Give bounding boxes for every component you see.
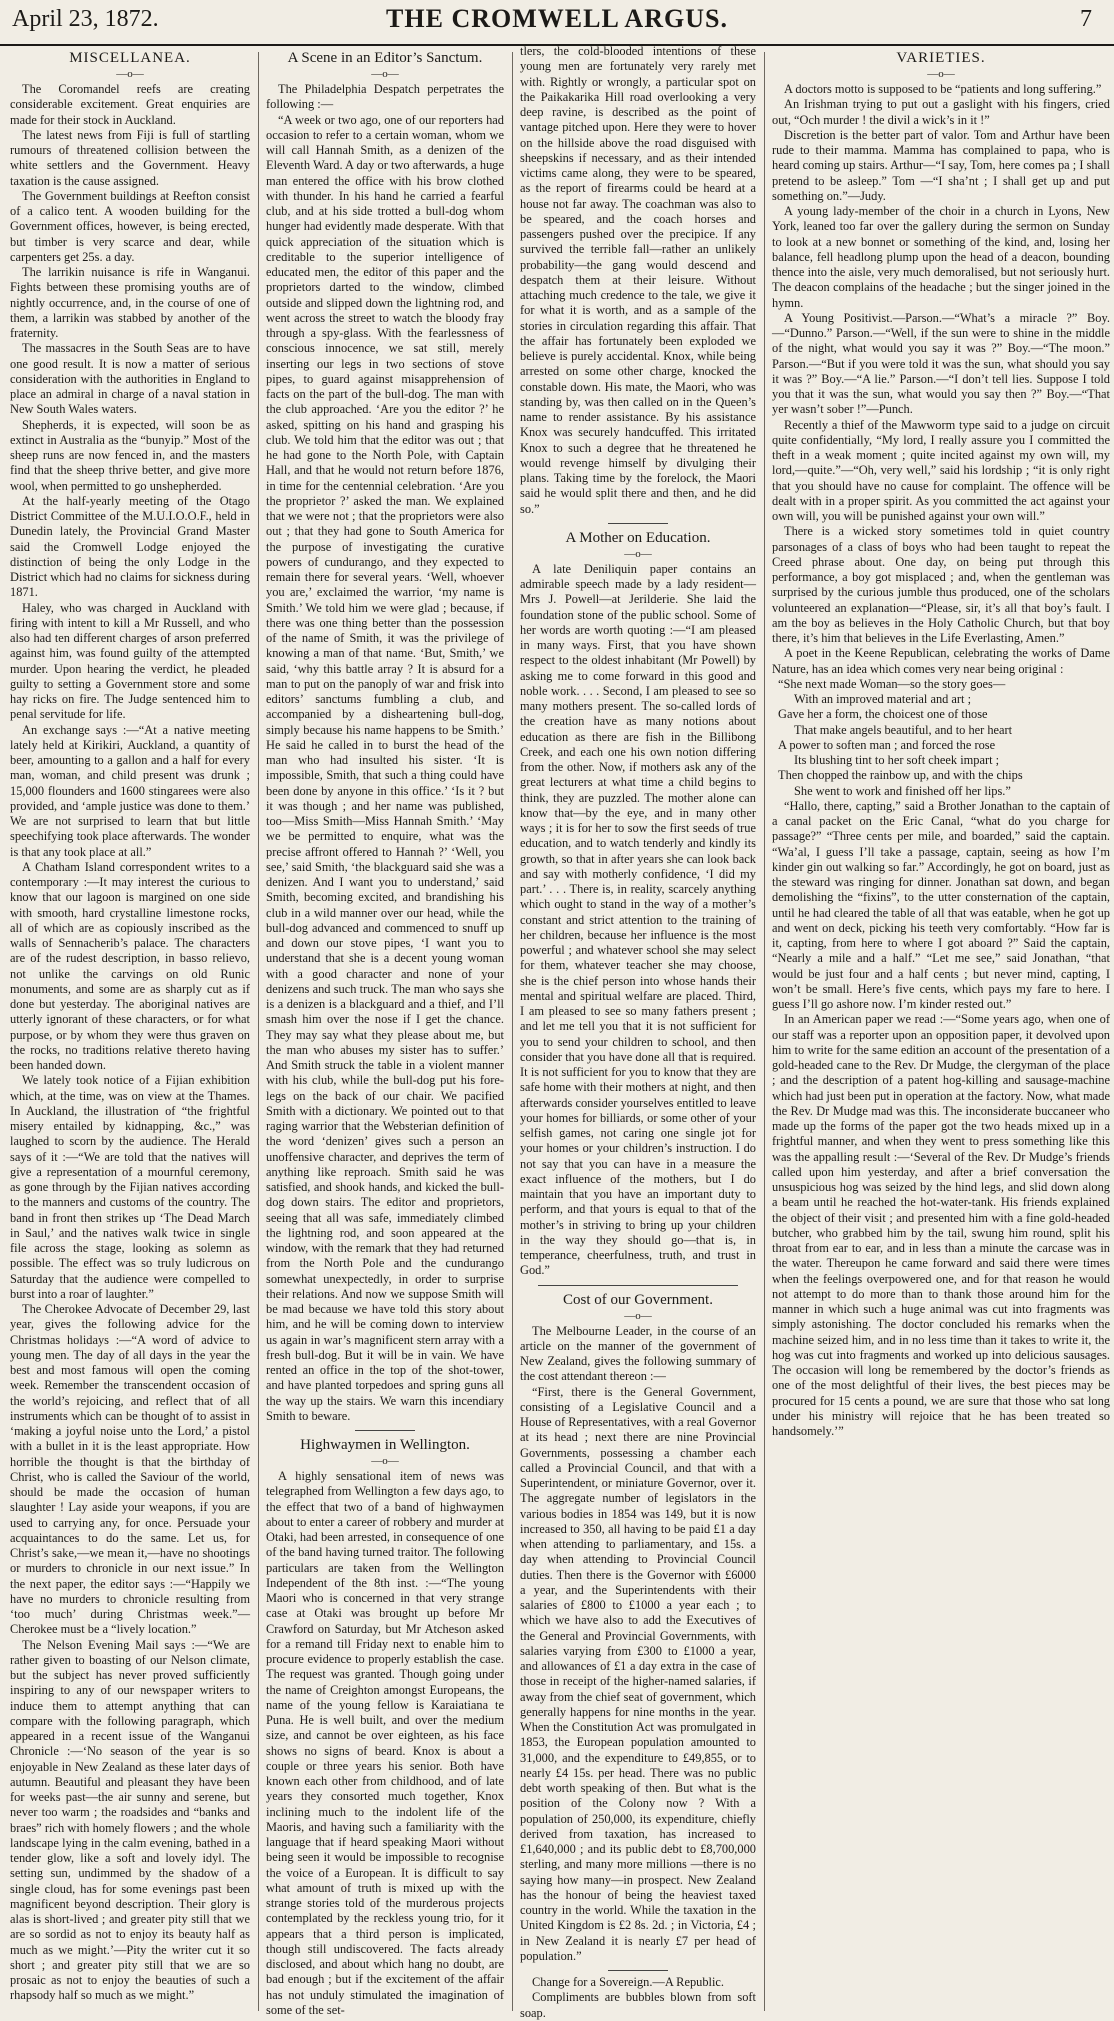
issue-date: April 23, 1872. (12, 6, 159, 32)
article-paragraph: Haley, who was charged in Auckland with firing with intent to kill a Mr Russell, and who also had ten different charges of arson preferred against him, was found guilty of the attempted murder. Upon hearing the verdict, he pleaded guilty to setting a Government store and some hay ricks on fire. The Judge sentenced him to penal servitude for life. (10, 600, 250, 722)
article-paragraph: The Melbourne Leader, in the course of an article on the manner of the government of New Zealand, gives the following summary of the cost attendant thereon :— (520, 1323, 756, 1384)
article-paragraph: “Hallo, there, capting,” said a Brother Jonathan to the captain of a canal packet on the Eric Canal, “what do you charge for passage?” “Three cents per mile, and boarded,” said the captain. “Wa’al, I guess I’ll take a passage, captain, seeing as how I’m kinder gin out walking so far.” Accordingly, he got on board, just as the steward was ringing for dinner. Jonathan sat down, and began demolishing the “fixins”, to the utter consternation of the captain, until he had cleared the table of all that was eatable, when he got up and went on deck, picking his teeth very comfortably. “How far is it, capting, from here to where I got aboard ?” Said the captain, “Nearly a mile and a half.” “Let me see,” said Jonathan, “that would be just four and a half cents ; but never mind, capting, I won’t be small. Here’s five cents, which pays my fare to here. I guess I’ll go ashore now. I’m kinder rested out.” (772, 798, 1110, 1011)
heading-ornament: —o— (624, 547, 652, 560)
poem-line: A power to soften man ; and forced the rose (778, 737, 996, 752)
article-heading: A Scene in an Editor’s Sanctum. (287, 50, 483, 66)
article-paragraph: The Cherokee Advocate of December 29, last year, gives the following advice for the Christmas holidays :—“A word of advice to young men. The day of all days in the year the best and most famous will open the coming week. Remember the transcendent occasion of the world’s rejoicing, and reflect that of all instruments which can be thought of to assist in ‘making a joyful noise unto the Lord,’ a pistol with a bullet in it is the least appropriate. How horrible the thought is that the birthday of Christ, who is called the Saviour of the world, should be made the occasion of human slaughter ! Lay aside your weapons, if you are used to carrying any, for once. Persuade your acquaintances to do the same. Let us, for Christ’s sake,—we mean it,—have no shootings or murders to chronicle in our next issue.” In the next paper, the editor says :—“Happily we have no murders to chronicle resulting from ‘too much’ during Christmas week.”—Cherokee must be a “lively location.” (10, 1302, 250, 1637)
poem-line: Then chopped the rainbow up, and with the chips (778, 768, 1023, 783)
heading-ornament: —o— (927, 68, 955, 80)
article-paragraph: Shepherds, it is expected, will soon be as extinct in Australia as the “bunyip.” Most of the sheep runs are now fenced in, and the masters find that the sheep thrive better, and give more wool, when permitted to go unshepherded. (10, 417, 250, 493)
article-paragraph: Change for a Sovereign.—A Republic. (532, 1975, 725, 1989)
article-divider (538, 1285, 738, 1286)
heading-ornament: —o— (371, 68, 399, 80)
section-heading: MISCELLANEA. (69, 50, 191, 66)
poem-line: With an improved material and art ; (794, 692, 972, 706)
page-number: 7 (1080, 6, 1092, 32)
poem-line: “She next made Woman—so the story goes— (778, 676, 1006, 691)
article-paragraph: A highly sensational item of news was telegraphed from Wellington a few days ago, to the effect that two of a band of highwaymen about to enter a career of robbery and murder at Otaki, had been arrested, in consequence of one of the band having turned traitor. The following particulars are taken from the Wellington Independent of the 8th inst. :—“The young Maori who is concerned in that very strange case at Otaki was brought up before Mr Crawford on Saturday, but Mr Atcheson asked for a remand till Friday next to enable him to procure evidence to properly establish the case. The request was granted. Though going under the name of Creighton amongst Europeans, the name of the young fellow is Karaiatiana te Puna. He is well built, and over the medium size, and cannot be over eighteen, as his face shows no signs of beard. Knox is about a couple or three years his senior. Both have known each other from childhood, and of late years they consorted much together, Knox inclining much to the indolent life of the Maoris, and having such a familiarity with the language that if heard speaking Maori without being seen it would be impossible to recognise the voice of a European. It is difficult to say what amount of truth is mixed up with the strange stories told of the murderous projects contemplated by the reckless young trio, for it appears that a third person is implicated, though still undiscovered. The facts already disclosed, and about which hang no doubt, are bad enough ; but if the excitement of the affair has not unduly stimulated the imagination of some of the set- (266, 1469, 504, 2017)
article-paragraph: A Chatham Island correspondent writes to a contemporary :—It may interest the curious to know that our lagoon is margined on one side with smooth, hard crystalline limestone rocks, all of which are as copiously inscribed as the walls of Sennacherib’s palace. The characters are of the rudest description, in basso relievo, not unlike the carvings on old Runic monuments, and some are as sharply cut as if done but yesterday. The aboriginal natives are utterly ignorant of these characters, or for what purpose, or by whom they were thus graven on the rocks, no traditions relative thereto having been handed down. (10, 859, 250, 1072)
poem-line: She went to work and finished off her lips.” (794, 783, 1011, 798)
column-education (520, 44, 756, 2020)
article-paragraph: The Philadelphia Despatch perpetrates the following :— (266, 82, 504, 112)
section-heading: VARIETIES. (896, 50, 986, 66)
article-paragraph: Recently a thief of the Mawworm type said to a judge on circuit quite confidentially, “My lord, I really assure you I committed the theft in a weak moment ; quite incited against my own will, my lord,—quite.”—“Oh, very well,” said his lordship ; “it is only right that you should have no cause for complaint. The offence will be dealt with in a proper spirit. As you committed the act against your own will, you will be punished against your own will.” (772, 417, 1110, 523)
article-paragraph: Discretion is the better part of valor. Tom and Arthur have been rude to their mamma. Mamma has complained to papa, who is heard coming up stairs. Arthur—“I say, Tom, here comes pa ; I shall pretend to be asleep.” Tom —“I sha’nt ; I shall get up and put something on.”—Judy. (772, 127, 1110, 203)
article-paragraph: A poet in the Keene Republican, celebrating the works of Dame Nature, has an idea which comes very near being original : (772, 646, 1110, 676)
article-paragraph: The massacres in the South Seas are to have one good result. It is now a matter of serious consideration with the authorities in England to place an admiral in charge of a naval station in New South Wales waters. (10, 341, 250, 417)
column-rule (258, 52, 259, 2011)
newspaper-title: THE CROMWELL ARGUS. (386, 4, 728, 33)
article-paragraph: An Irishman trying to put out a gaslight with his fingers, cried out, “Och murder ! the divil a wick’s in it !” (772, 97, 1110, 127)
column-rule (512, 52, 513, 2011)
article-paragraph: tlers, the cold-blooded intentions of these young men are fortunately very rarely met with. Rightly or wrongly, a particular spot on the Paikakarika Hill road overlooking a very deep ravine, is described as the point of vantage pitched upon. Here they were to hover on the hillside above the road disguised with sheepskins if necessary, and as their intended victims came along, they were to be speared, as the report of firearms could be heard at a house not far away. The coachman was also to be speared, and the coach horses and passengers pushed over the precipice. If any survived the terrible fall—rather an unlikely probability—the gang would descend and despatch them at their leisure. Without attaching much credence to the tale, we give it for what it is worth, and as a sample of the stories in circulation regarding this affair. That the affair has fortunately been exploded we believe is purely accidental. Knox, while being arrested on some other charge, knocked the constable down. His mate, the Maori, who was standing by, was then called on in the Queen’s name to render assistance. By his assistance Knox was securely handcuffed. This irritated Knox to such a degree that he threatened he would revenge himself by divulging their plans. Taking time by the forelock, the Maori said he would split there and then, and he did so.” (520, 44, 756, 516)
column-miscellanea (10, 44, 250, 2011)
heading-ornament: —o— (624, 1309, 652, 1322)
article-paragraph: The Nelson Evening Mail says :—“We are rather given to boasting of our Nelson climate, but the subject has never proved sufficiently inspiring to any of our newspaper writers to induce them to attempt anything that can compare with the following paragraph, which appeared in a recent issue of the Wanganui Chronicle :—‘No season of the year is so enjoyable in New Zealand as these later days of autumn. Beautiful and pleasant they have been for weeks past—the air sunny and serene, but never too warm ; the roadsides and “banks and braes” rich with homely flowers ; and the whole landscape lying in the calm evening, bathed in a tender glow, like a soft and lovely idyl. The setting sun, undimmed by the shadow of a single cloud, has for some evenings past been magnificent beyond description. Their glory is alas is short-lived ; and greater pity still that we are so sordid as not to enjoy its beauty half as much as we might.’—Pity the writer cut it so short ; and greater pity still that we are so prosaic as not to enjoy the beauties of such a rhapsody half so much as we might.” (10, 1637, 250, 2003)
column-varieties (772, 44, 1110, 2011)
article-paragraph: An exchange says :—“At a native meeting lately held at Kirikiri, Auckland, a quantity of beer, amounting to a gallon and a half for every man, woman, and child present was drunk ; 15,000 flounders and 1600 stingarees were also provided, and ‘ample justice was done to them.’ We are not surprised to learn that but little speechifying took place afterwards. The wonder is that any took place at all.” (10, 722, 250, 859)
article-divider (608, 523, 668, 524)
column-editor-sanctum (266, 44, 504, 2017)
article-heading: Highwaymen in Wellington. (300, 1437, 470, 1453)
article-paragraph: Compliments are bubbles blown from soft soap. (520, 1990, 756, 2020)
article-paragraph: The latest news from Fiji is full of startling rumours of threatened collision between the white settlers and the Government. Heavy taxation is the cause assigned. (10, 127, 250, 188)
article-paragraph: “A week or two ago, one of our reporters had occasion to refer to a certain woman, whom we will call Hannah Smith, as a denizen of the Eleventh Ward. A day or two afterwards, a huge man entered the office with his brow clothed with thunder. In his hand he carried a fearful club, and at his side trotted a bull-dog whom hunger had evidently made desperate. With that quick appreciation of the situation which is creditable to the superior intelligence of educated men, the editor of this paper and the proprietors darted to the window, climbed outside and slipped down the lightning rod, and went across the street to watch the bloody fray through a spy-glass. With the fearlessness of conscious innocence, we sat still, merely inserting our legs in two sections of stove pipes, to guard against misapprehension of facts on the part of the bull-dog. The man with the club approached. ‘Are you the editor ?’ he asked, spitting on his hand and grasping his club. We told him that the editor was out ; that he had gone to the North Pole, with Captain Hall, and that he would not return before 1876, in time for the centennial celebration. ‘Are you the proprietor ?’ asked the man. We explained that we were not ; that the proprietors were also out ; that they had gone to South America for the purpose of investigating the curative powers of cundurango, and they expected to remain there for several years. ‘Well, whoever you are,’ exclaimed the warrior, ‘my name is Smith.’ We told him we were glad ; because, if there was one thing better than the possession of the name of Smith, it was the privilege of knowing a man of that name. ‘But, Smith,’ we said, ‘why this battle array ? It is absurd for a man to put on the panoply of war and frisk into editors’ sanctums fumbling a club, and accompanied by a disheartening bull-dog, simply because his name happens to be Smith.’ He said he called in to burst the head of the man who had insulted his sister. ‘It is impossible, Smith, that such a thing could have been done by anyone in this office.’ ‘Is it ? but it was though ; and her name was published, too—Miss Smith—Miss Hannah Smith.’ ‘May we be permitted to enquire, what was the precise affront offered to Hannah ?’ ‘Well, you see,’ said Smith, ‘the blackguard said she was a denizen. And I want you to understand,’ said Smith, becoming excited, and brandishing his club in a wild manner over our head, while the bull-dog advanced and commenced to snuff up and down our stove pipes, ‘I want you to understand that she is a decent young woman with a good character and none of your denizens and such truck. The man who says she is a denizen is a blackguard and a thief, and I’ll smash him over the nose if I get the chance. They may say what they please about me, but the man who abuses my sister has to suffer.’ And Smith struck the table in a violent manner with his club, while the bull-dog put his fore-legs on the back of our chair. We pacified Smith with a dictionary. We pointed out to that raging warrior that the Websterian definition of the word ‘denizen’ gives such a person an unoffensive character, and deprives the term of anything like reproach. Smith said he was satisfied, and shook hands, and kicked the bull-dog down stairs. The editor and proprietors, seeing that all was safe, immediately climbed the lightning rod, and soon appeared at the window, with the remark that they had returned from the North Pole and the cundurango somewhat unexpectedly, in order to surprise their relations. And now we suppose Smith will be mad because we have told this story about him, and he will be coming down to interview us again in war’s magnificent stern array with a fresh bull-dog. But it will be in vain. We have rented an office in the top of the shot-tower, and have planted torpedoes and spring guns all the way up the stairs. We warn this incendiary Smith to beware. (266, 112, 504, 1423)
article-paragraph: “First, there is the General Government, consisting of a Legislative Council and a House of Representatives, with a real Governor at its head ; next there are nine Provincial Governments, possessing a chamber each called a Provincial Council, and that with a Superintendent, or miniature Governor, over it. The aggregate number of legislators in the various bodies in 1854 was 149, but it is now increased to 350, all having to be paid £1 a day when attending to parliamentary, and 15s. a day when attending to Provincial Council duties. Then there is the Governor with £6000 a year, and the Superintendents with their salaries of £800 to £1000 a year each ; to which we have also to add the Executives of the General and Provincial Governments, with salaries varying from £300 to £1000 a year, and allowances of £1 a day extra in the case of those in receipt of the higher-named salaries, if away from the chief seat of government, which generally happens for nine months in the year. When the Constitution Act was promulgated in 1853, the European population amounted to 31,000, and the expenditure to £49,855, or to nearly £4 15s. per head. There was no public debt worth speaking of then. But what is the position of the Colony now ? With a population of 250,000, its expenditure, chiefly derived from taxation, has increased to £1,640,000 ; and its public debt to £8,700,000 sterling, and many more millions —there is no saying how many—in prospect. New Zealand has the honour of being the heaviest taxed country in the world. While the taxation in the United Kingdom is £2 8s. 2d. ; in Victoria, £4 ; in New Zealand it is nearly £7 per head of population.” (520, 1384, 756, 1963)
article-divider (355, 1430, 415, 1431)
heading-ornament: —o— (371, 1455, 399, 1467)
poem-line: Gave her a form, the choicest one of those (778, 707, 988, 722)
article-divider (608, 1970, 668, 1971)
heading-ornament: —o— (116, 68, 144, 80)
article-paragraph: A Young Positivist.—Parson.—“What’s a miracle ?” Boy.—“Dunno.” Parson.—“Well, if the sun were to shine in the middle of the night, what would you say it was ?” Boy.—“The moon.” Parson.—“But if you were told it was the sun, what should you say it was ?” Boy.—“A lie.” Parson.—“I don’t tell lies. Suppose I told you that it was the sun, what would you say then ?” Boy.—“That yer wasn’t sober !”—Punch. (772, 310, 1110, 417)
masthead (0, 0, 1114, 46)
column-rule (764, 52, 765, 2011)
article-heading: Cost of our Government. (563, 1291, 713, 1308)
article-paragraph: The Government buildings at Reefton consist of a calico tent. A wooden building for the Government offices, however, is being erected, but timber is very scarce and dear, while carpenters get 25s. a day. (10, 188, 250, 264)
article-paragraph: The Coromandel reefs are creating considerable excitement. Great enquiries are made for their stock in Auckland. (10, 82, 250, 127)
article-paragraph: We lately took notice of a Fijian exhibition which, at the time, was on view at the Thames. In Auckland, the illustration of “the frightful misery entailed by kidnapping, &c.,” was laughed to scorn by the audience. The Herald says of it :—“We are told that the natives will give a representation of a mournful ceremony, as gone through by the Fijian natives according to the manners and customs of the country. The band in front then strikes up ‘The Dead March in Saul,’ and the natives walk twice in single file across the stage, looking as solemn as possible. The effect was so truly ludicrous on Saturday that the audience were compelled to burst into a roar of laughter.” (10, 1073, 250, 1301)
article-heading: A Mother on Education. (565, 529, 711, 546)
poem-line: Its blushing tint to her soft cheek impart ; (794, 753, 1000, 767)
poem-line: That make angels beautiful, and to her heart (794, 722, 1013, 737)
article-paragraph: A doctors motto is supposed to be “patients and long suffering.” (784, 82, 1102, 96)
article-paragraph: The larrikin nuisance is rife in Wanganui. Fights between these promising youths are of nightly occurrence, and, in the course of one of them, a larrikin was stabbed by another of the fraternity. (10, 265, 250, 340)
article-paragraph: There is a wicked story sometimes told in quiet country parsonages of a class of boys who had been taught to repeat the Creed phrase about. One day, on being put through this performance, a boy got misplaced ; and, when the gentleman was surprised by the curious jumble thus produced, one of the scholars volunteered an explanation—“Please, sir, it’s all that boy’s fault. I am the boy as believes in the Holy Catholic Church, but that boy there, it’s him that believes in the Life Everlasting, Amen.” (772, 524, 1110, 645)
article-paragraph: In an American paper we read :—“Some years ago, when one of our staff was a reporter upon an opposition paper, it devolved upon him to write for the same edition an account of the presentation of a gold-headed cane to the Rev. Dr Mudge, the clergyman of the place ; and the description of a patent hog-killing and sausage-machine which had just been put in operation at the factory. Now, what made the Rev. Dr Mudge mad was this. The inconsiderate buccaneer who made up the forms of the paper got the two heads mixed up in a frightful manner, and when they went to press something like this was the appalling result :—‘Several of the Rev. Dr Mudge’s friends called upon him yesterday, and after a brief conversation the unsuspicious hog was seized by the hind legs, and slid down along a beam until he reached the hot-water-tank. His friends explained the object of their visit ; and presented him with a fine gold-headed butcher, who grabbed him by the tail, swung him round, split his throat from ear to ear, and in less than a minute the carcase was in the water. Thereupon he came forward and said there were times when the feelings overpowered one, and for that reason he would not attempt to do more than to thank those around him for the manner in which such a huge animal was cut into fragments was simply astonishing. The doctor concluded his remarks when the machine seized him, and in no less time than it takes to write it, the hog was cut into fragments and worked up into delicious sausages. The occasion will long be remembered by the doctor’s friends as one of the most delightful of their lives, the best pieces may be procured for 15 cents a pound, we are sure that those who sat long under his ministry will rejoice that he has been treated so handsomely.’” (772, 1012, 1110, 1438)
article-paragraph: A late Deniliquin paper contains an admirable speech made by a lady resident—Mrs J. Powell—at Jerilderie. She laid the foundation stone of the public school. Some of her words are worth quoting :—“I am pleased in many ways. First, that you have shown respect to the oldest inhabitant (Mr Powell) by asking me to come forward in this good and noble work. . . . Second, I am pleased to see so many mothers present. The so-called lords of the creation have as many notions about education as there are fish in the Billibong Creek, and each one his own notion differing from the other. Now, if mothers ask any of the great lecturers at what time a child begins to think, they are puzzled. The mother alone can know that—by the eye, and in many other ways ; it is for her to sow the first seeds of true education, and to watch tenderly and kindly its growth, so that in after years she can look back and say with motherly confidence, ‘I did my part.’ . . . There is, in reality, scarcely anything which ought to stand in the way of a mother’s constant and strict attention to the training of her children, because her influence is the most powerful ; and whatever school she may select for them, whatever teacher she may choose, she is the chief person into whose hands their mental and spiritual welfare are placed. Third, I am pleased to see so many fathers present ; and let me tell you that it is not sufficient for you to send your children to school, and then consider that you have done all that is required. It is not sufficient for you to know that they are safe home with their mothers at night, and then afterwards consider yourselves entitled to leave your homes for billiards, or some other of your selfish games, not caring one single jot for your homes or your children’s instruction. I do not say that you can have in a measure the exact influence of the mothers, but I do maintain that you have an important duty to perform, and that yours is equal to that of the mother’s in striving to bring up your children in the way they should go—that is, in temperance, cheerfulness, truth, and trust in God.” (520, 561, 756, 1278)
article-paragraph: A young lady-member of the choir in a church in Lyons, New York, leaned too far over the gallery during the sermon on Sunday to look at a new bonnet or something of the kind, and, losing her balance, fell headlong plump upon the head of a deacon, bounding thence into the aisle, very much demoralised, but not seriously hurt. The deacon complains of the headache ; but the singer joined in the hymn. (772, 204, 1110, 310)
article-paragraph: At the half-yearly meeting of the Otago District Committee of the M.U.I.O.O.F., held in Dunedin lately, the Provincial Grand Master said the Cromwell Lodge enjoyed the distinction of being the only Lodge in the District which had no claims for sickness during 1871. (10, 493, 250, 600)
